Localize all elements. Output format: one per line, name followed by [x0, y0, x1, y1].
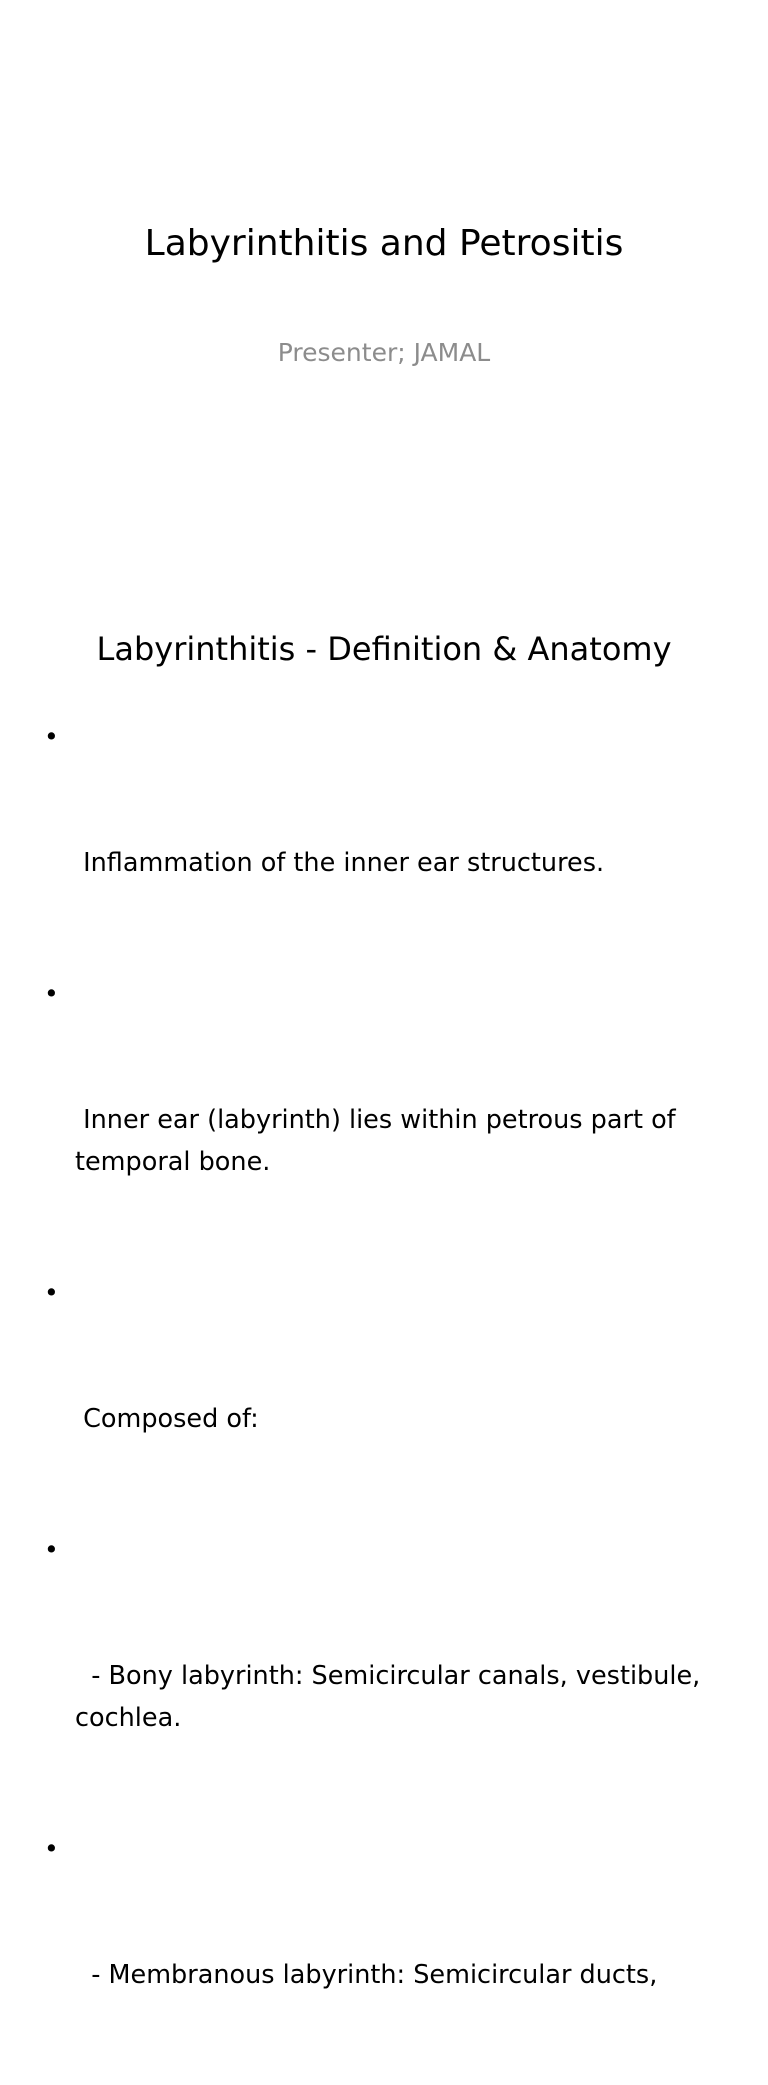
- content-slide: [0, 576, 768, 1990]
- bullet-text: - Membranous labyrinth: Semicircular ducts,: [75, 1960, 658, 1990]
- bullet-text: Inflammation of the inner ear structures.: [75, 848, 605, 878]
- presentation-title: Labyrinthitis and Petrositis: [144, 223, 624, 264]
- list-item: [40, 1828, 720, 2080]
- bullet-icon: •: [44, 1535, 59, 1564]
- bullet-text: - Bony labyrinth: Semicircular canals, vestibule, cochlea.: [75, 1661, 709, 1733]
- list-item: [40, 973, 720, 1267]
- presenter-subtitle: Presenter; JAMAL: [277, 338, 491, 367]
- list-item: [40, 1272, 720, 1524]
- slide-title: Labyrinthitis - Definition & Anatomy: [96, 630, 672, 668]
- bullet-list: [40, 716, 720, 2085]
- bullet-icon: •: [44, 722, 59, 751]
- bullet-icon: •: [44, 1278, 59, 1307]
- list-item: [40, 716, 720, 968]
- bullet-text: Inner ear (labyrinth) lies within petrous part of temporal bone.: [75, 1105, 684, 1177]
- bullet-icon: •: [44, 979, 59, 1008]
- list-item: [40, 1529, 720, 1823]
- bullet-text: Composed of:: [75, 1404, 259, 1434]
- title-slide: [0, 0, 768, 576]
- bullet-icon: •: [44, 1834, 59, 1863]
